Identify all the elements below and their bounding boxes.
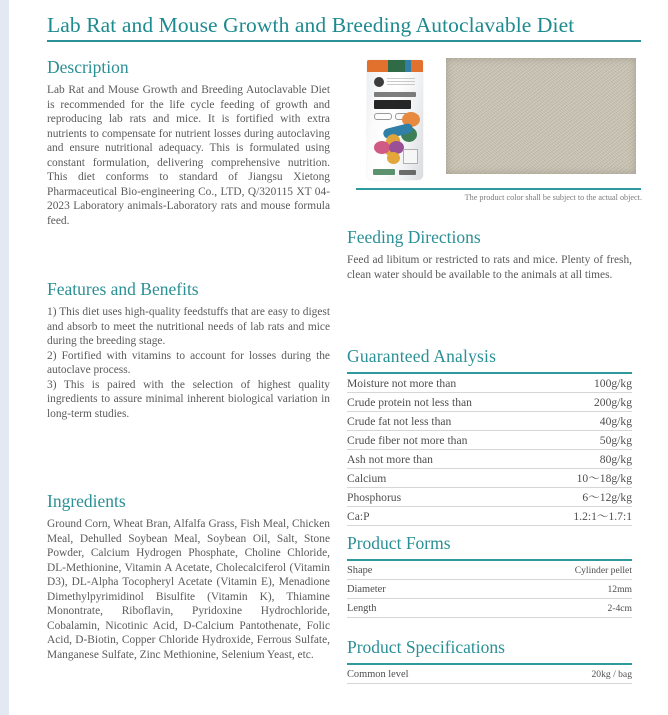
pellet-vignette bbox=[446, 58, 636, 174]
bag-title-chinese bbox=[374, 100, 411, 109]
table-row bbox=[347, 431, 632, 450]
table-row bbox=[347, 373, 632, 393]
table-row bbox=[347, 599, 632, 618]
section-features-and-benefits bbox=[47, 278, 330, 421]
page-title-rule bbox=[47, 40, 641, 42]
row-label: Phosphorus bbox=[347, 490, 402, 504]
row-value: 40g/kg bbox=[599, 414, 632, 428]
row-value: 10～18g/kg bbox=[576, 471, 632, 485]
ingredients-heading: Ingredients bbox=[47, 491, 126, 511]
row-label: Moisture not more than bbox=[347, 376, 457, 390]
product-bag-image bbox=[364, 58, 426, 182]
table-row bbox=[347, 393, 632, 412]
row-label: Crude fat not less than bbox=[347, 414, 452, 428]
feeding-directions-heading: Feeding Directions bbox=[347, 227, 481, 247]
product-pellets-image bbox=[446, 58, 636, 174]
section-ingredients bbox=[47, 490, 330, 662]
product-images-rule bbox=[356, 188, 641, 190]
guaranteed-analysis-heading: Guaranteed Analysis bbox=[347, 346, 497, 366]
row-label: Diameter bbox=[347, 583, 386, 595]
feature-item: 1) This diet uses high-quality feedstuffs that are easy to digest and absorb to meet the nutritional needs of lab rats and mice during the breeding stage. bbox=[47, 306, 330, 347]
row-value: 20kg / bag bbox=[591, 668, 632, 680]
bag-footer-weight-text bbox=[399, 170, 416, 175]
bag-footer-logo-icon bbox=[373, 169, 395, 175]
bag-brand-logo-icon bbox=[374, 77, 384, 87]
bag-brand-text bbox=[387, 78, 415, 86]
row-label: Ash not more than bbox=[347, 452, 433, 466]
table-row bbox=[347, 560, 632, 580]
section-product-forms bbox=[347, 532, 632, 618]
page-title-block bbox=[47, 12, 641, 42]
table-row bbox=[347, 507, 632, 526]
row-value: 80g/kg bbox=[599, 452, 632, 466]
table-row bbox=[347, 664, 632, 684]
row-label: Crude fiber not more than bbox=[347, 433, 468, 447]
product-images-caption: The product color shall be subject to the actual object. bbox=[464, 193, 642, 202]
product-forms-table bbox=[347, 559, 632, 618]
table-row bbox=[347, 488, 632, 507]
bag-spec-box bbox=[403, 149, 418, 164]
product-specifications-table bbox=[347, 663, 632, 684]
row-label: Shape bbox=[347, 564, 373, 576]
section-guaranteed-analysis bbox=[347, 345, 632, 526]
left-accent-bar bbox=[0, 0, 9, 715]
feature-item: 2) Fortified with vitamins to account for losses during the autoclave process. bbox=[47, 349, 330, 376]
table-row bbox=[347, 450, 632, 469]
row-value: 6～12g/kg bbox=[582, 490, 632, 504]
feature-item: 3) This is paired with the selection of highest quality ingredients to assure minimal inherent biological variation in long-term studies. bbox=[47, 378, 330, 420]
table-row bbox=[347, 469, 632, 488]
row-value: 50g/kg bbox=[599, 433, 632, 447]
description-text: Lab Rat and Mouse Growth and Breeding Autoclavable Diet is recommended for the life cycle feeding of growth and reproducing lab rats and mice. It is fortified with extra nutrients to compensate for nutrient losses during autoclaving and ensure nutritional adequacy. This is formulated using constant formulation, delivering comprehensive nutrition. This diet conforms to standard of Jiangsu Xietong Pharmaceutical Bio-engineering Co., LTD, Q/320115 XT 04-2023 Laboratory animals-Laboratory rats and mouse formula feed. bbox=[47, 84, 330, 227]
bag-title-english bbox=[374, 92, 416, 97]
row-value: Cylinder pellet bbox=[574, 564, 632, 576]
section-description bbox=[47, 56, 330, 228]
section-product-images bbox=[347, 58, 642, 202]
ingredients-text: Ground Corn, Wheat Bran, Alfalfa Grass, Fish Meal, Chicken Meal, Dehulled Soybean Meal, Soybean Oil, Salt, Stone Powder, Calcium Hydrogen Phosphate, Choline Chloride, DL-Methionine, Vitamin A Acetate, Cholecalciferol (Vitamin D3), DL-Alpha Tocopheryl Acetate (Vitamin E), Menadione Dimethylpyrimidinol Bisulfite (Vitamin K), Thiamine Monontrate, Riboflavin, Pyridoxine Hydrochloride, Cobalamin, Nicotinic Acid, D-Calcium Pantothenate, Folic Acid, D-Biotin, Copper Chloride Hydroxide, Ferrous Sulfate, Manganese Sulfate, Zinc Methionine, Selenium Yeast, etc. bbox=[47, 518, 330, 661]
product-images-row bbox=[347, 58, 632, 186]
bag-body bbox=[367, 60, 423, 180]
bag-top-stripes bbox=[367, 60, 423, 72]
row-label: Crude protein not less than bbox=[347, 395, 472, 409]
product-specifications-heading: Product Specifications bbox=[347, 637, 505, 657]
row-value: 2-4cm bbox=[607, 602, 632, 614]
feeding-directions-text: Feed ad libitum or restricted to rats and mice. Plenty of fresh, clean water should be available to the animals at all times. bbox=[347, 254, 632, 281]
row-label: Ca:P bbox=[347, 509, 370, 523]
page-title: Lab Rat and Mouse Growth and Breeding Autoclavable Diet bbox=[47, 13, 575, 37]
section-product-specifications bbox=[347, 636, 632, 684]
product-datasheet-page bbox=[9, 0, 668, 715]
description-heading: Description bbox=[47, 57, 129, 77]
row-value: 1.2:1～1.7:1 bbox=[573, 509, 632, 523]
row-label: Calcium bbox=[347, 471, 387, 485]
row-label: Common level bbox=[347, 668, 409, 680]
table-row bbox=[347, 580, 632, 599]
table-row bbox=[347, 412, 632, 431]
guaranteed-analysis-table bbox=[347, 372, 632, 526]
row-value: 100g/kg bbox=[593, 376, 632, 390]
features-list bbox=[47, 305, 330, 421]
section-feeding-directions bbox=[347, 226, 632, 282]
row-value: 200g/kg bbox=[593, 395, 632, 409]
features-heading: Features and Benefits bbox=[47, 279, 199, 299]
row-value: 12mm bbox=[607, 583, 632, 595]
row-label: Length bbox=[347, 602, 377, 614]
product-forms-heading: Product Forms bbox=[347, 533, 451, 553]
